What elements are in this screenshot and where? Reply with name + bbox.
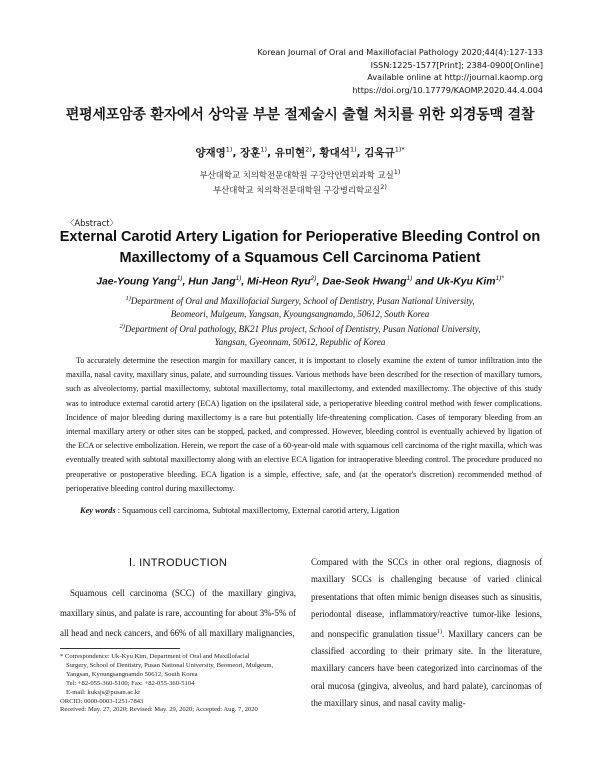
author-ko: 김욱규 xyxy=(364,147,395,159)
footnote-orcid: ORCID: 0000-0003-1251-7843 xyxy=(60,697,144,705)
citation-marker: 1) xyxy=(436,628,442,635)
author-ko: 황대석 xyxy=(319,147,350,159)
korean-affiliation-2 xyxy=(0,183,600,196)
author-en: Dae-Seok Hwang xyxy=(322,276,407,288)
english-title-line-2: Maxillectomy of a Squamous Cell Carcinoma Patient xyxy=(119,250,481,266)
abstract-label: 〈Abstract〉 xyxy=(66,218,118,228)
section-heading-introduction: Ⅰ. INTRODUCTION xyxy=(128,557,228,569)
affiliation-text: Department of Oral and Maxillofacial Surgery, School of Dentistry, Pusan National University, xyxy=(130,296,475,306)
affiliation-sup: 1) xyxy=(393,168,401,176)
keywords xyxy=(80,506,550,515)
author-en: Mi-Heon Ryu xyxy=(247,276,311,288)
author-sup: 2) xyxy=(305,145,312,154)
author-ko: 장훈 xyxy=(240,147,261,159)
footnote-dates: Received: May. 27, 2020; Revised: May. 29, 2020; Accepted: Aug. 7, 2020 xyxy=(60,706,258,714)
author-sup: 1) xyxy=(260,145,268,154)
author-sup: 1)* xyxy=(495,275,504,282)
author-sup: 2) xyxy=(310,275,317,282)
affiliation-text: Department of Oral pathology, BK21 Plus project, School of Dentistry, Pusan National University, xyxy=(124,324,481,334)
affiliation-sup: 1) xyxy=(125,295,131,302)
footnote-line: Tel: +82-055-360-5100; Fax: +82-055-360-5104 xyxy=(66,679,195,687)
footnote-divider xyxy=(60,648,180,649)
journal-masthead xyxy=(257,46,543,96)
correspondence-footnote xyxy=(60,653,300,715)
doi-link[interactable]: https://doi.org/10.17779/KAOMP.2020.44.4.004 xyxy=(352,84,543,95)
footnote-line: Surgery, School of Dentistry, Pusan National University, Beomeori, Mulgeum, xyxy=(66,661,274,669)
author-sup: 1) xyxy=(406,275,413,282)
affiliation-sup: 2) xyxy=(380,183,387,191)
english-title-line-1: External Carotid Artery Ligation for Perioperative Bleeding Control on xyxy=(59,229,541,245)
english-affiliation-1-line-1 xyxy=(0,295,600,306)
footnote-line: Yangsan, Kyoungsangnamdo 50612, South Korea xyxy=(66,670,198,678)
author-sup: 1) xyxy=(176,275,183,282)
footnote-email[interactable]: E-mail: kuksjs@pusan.ac.kr xyxy=(66,688,141,696)
korean-authors: 양재영$^{1)}$, 장훈$^{1)}$, 유미현$^{2)}$, 황대석$^{1)}$, 김욱규$^{1)*}$ xyxy=(195,145,405,159)
english-affiliation-2-line-2: Yangsan, Gyeonnam, 50612, Republic of Korea xyxy=(214,337,386,347)
author-sup: 1) xyxy=(225,145,233,154)
english-affiliation-2-line-1 xyxy=(0,323,600,334)
intro-paragraph-right xyxy=(311,554,542,713)
footnote-line: * Correspondence: Uk-Kyu Kim, Department of Oral and Maxillofacial xyxy=(60,653,250,660)
affiliation-text: 부산대학교 치의학전문대학원 구강병리학교실 xyxy=(213,184,381,195)
issn: ISSN:1225-1577[Print]; 2384-0900[Online] xyxy=(370,59,543,70)
author-ko: 양재영 xyxy=(195,147,226,159)
affiliation-sup: 2) xyxy=(119,323,125,330)
intro-right-text-2: . Maxillary cancers can be classified according to their primary site. In the literature, maxillary cancers have been categorized into carcinomas of the oral mucosa (gingiva, alveolus, and hard palate), carcinomas of the maxillary sinus, and nasal cavity malig- xyxy=(311,628,542,709)
author-en: Hun Jang xyxy=(188,276,236,288)
keywords-text: : Squamous cell carcinoma, Subtotal maxillectomy, External carotid artery, Ligation xyxy=(117,506,400,515)
author-en: Jae-Young Yang xyxy=(96,276,177,288)
english-affiliation-1-line-2: Beomeori, Mulgeum, Yangsan, Kyoungsangnamdo, 50612, South Korea xyxy=(170,309,430,319)
english-authors: Jae-Young Yang$^{1)}$, Hun Jang$^{1)}$, Mi-Heon Ryu$^{2)}$, Dae-Seok Hwang$^{1)}$ and Uk-Kyu Kim$^{1)*}$ xyxy=(96,275,504,288)
korean-affiliation-1 xyxy=(0,168,600,181)
korean-title: 편평세포암종 환자에서 상악골 부분 절제술시 출혈 처치를 위한 외경동맥 결찰 xyxy=(65,107,535,123)
author-ko: 유미현 xyxy=(274,147,306,159)
keywords-label: Key words xyxy=(80,506,116,515)
affiliation-text: 부산대학교 치의학전문대학원 구강악안면외과학 교실 xyxy=(199,169,394,180)
author-sup: 1)* xyxy=(394,145,405,154)
author-sup: 1) xyxy=(235,275,242,282)
author-en: Uk-Kyu Kim xyxy=(436,276,496,288)
intro-paragraph-left: Squamous cell carcinoma (SCC) of the maxillary gingiva, maxillary sinus, and palate is rare, accounting for about 3%-5% of all head and neck cancers, and 66% of all maxillary malignancies, xyxy=(60,588,296,638)
abstract-body: To accurately determine the resection margin for maxillary cancer, it is important to closely examine the extent of tumor infiltration into the maxilla, nasal cavity, maxillary sinus, palate, and surrounding tissues. Various methods have been described for the resection of maxillary tumors, such as alveolectomy, partial maxillectomy, subtotal maxillectomy, total maxillectomy, and extended maxillectomy. The objective of this study was to introduce external carotid artery (ECA) ligation on the ipsilateral side, a perioperative bleeding control method with fewer complications. Incidence of major bleeding during maxillectomy is a rare but potentially life-threatening complication. Cases of temporary bleeding from an internal maxillary artery or other sites can be stopped, packed, and compressed. However, bleeding control is eventually achieved by ligation of the ECA or selective embolization. Herein, we report the case of a 60-year-old male with squamous cell carcinoma of the right maxilla, which was eventually treated with subtotal maxillectomy along with an elective ECA ligation for intraoperative bleeding control. The procedure produced no preoperative or postoperative bleeding. ECA ligation is a simple, effective, safe, and (at the operator's discretion) recommended method of perioperative bleeding control during maxillectomy. xyxy=(66,356,542,493)
available-online: Available online at http://journal.kaomp.org xyxy=(367,72,543,83)
intro-right-text-1: Compared with the SCCs in other oral regions, diagnosis of maxillary SCCs is challenging because of varied clinical presentations that often mimic benign diseases such as sinusitis, periodontal disease, inflammatory/reactive tumor-like lesions, and nonspecific granulation tissue xyxy=(311,557,542,639)
author-sup: 1) xyxy=(349,145,357,154)
journal-citation: Korean Journal of Oral and Maxillofacial Pathology 2020;44(4):127-133 xyxy=(257,47,543,57)
